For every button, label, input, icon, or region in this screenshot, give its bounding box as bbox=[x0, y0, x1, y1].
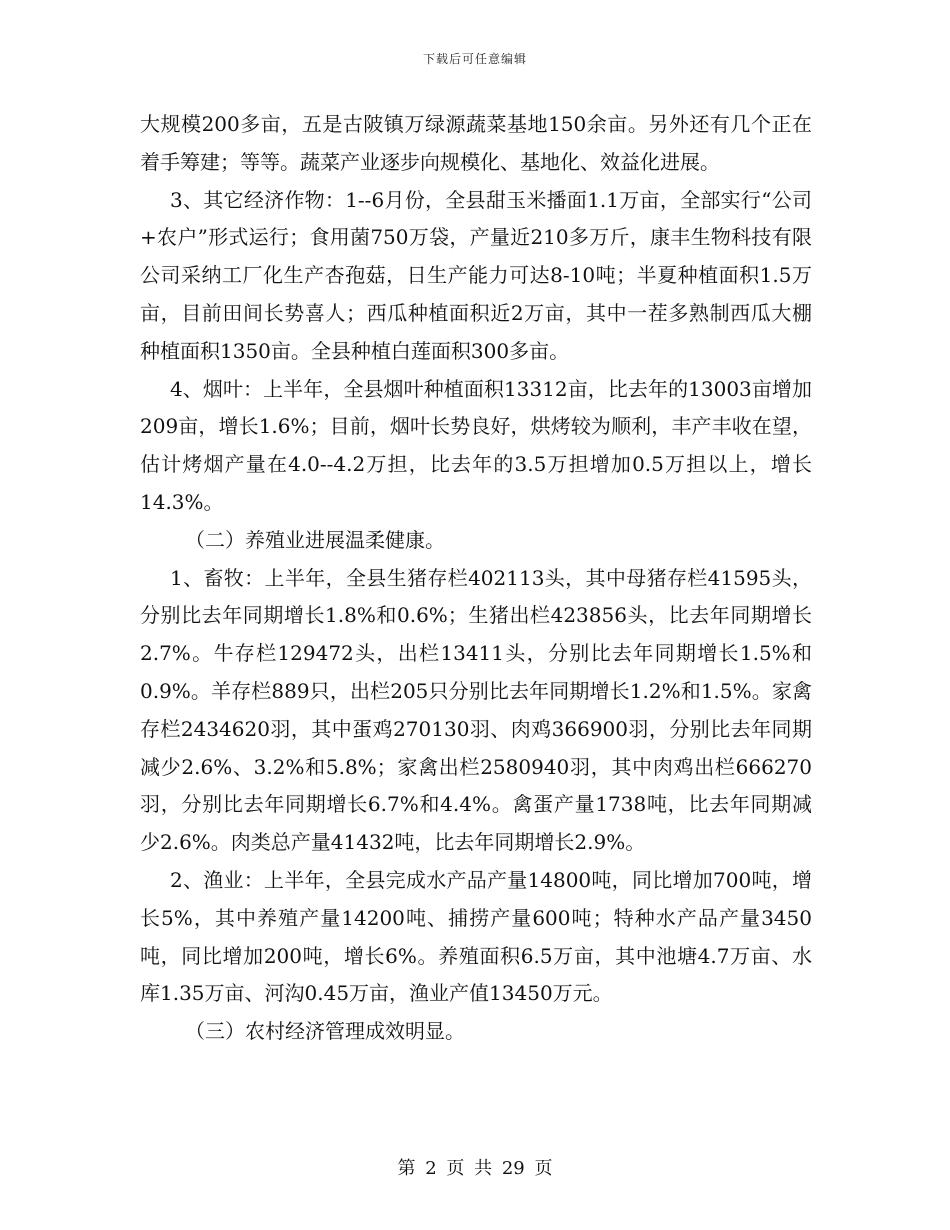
paragraph-animal-husbandry: 1、畜牧：上半年，全县生猪存栏402113头，其中母猪存栏41595头，分别比去年同期增长1.8%和0.6%；生猪出栏423856头，比去年同期增长2.7%。牛存栏129472头，出栏13411头，分别比去年同期增长1.5%和0.9%。羊存栏889只，出栏205只分别比去年同期增长1.2%和1.5%。家禽存栏2434620羽，其中蛋鸡270130羽、肉鸡366900羽，分别比去年同期减少2.6%、3.2%和5.8%；家禽出栏2580940羽，其中肉鸡出栏666270羽，分别比去年同期增长6.7%和4.4%。禽蛋产量1738吨，比去年同期减少2.6%。肉类总产量41432吨，比去年同期增长2.9%。 bbox=[140, 565, 812, 855]
document-body bbox=[140, 106, 812, 1051]
section-heading-rural-economy: （三）农村经济管理成效明显。 bbox=[185, 1019, 465, 1044]
paragraph-other-crops: 3、其它经济作物：1--6月份，全县甜玉米播面1.1万亩，全部实行“公司+农户”形式运行；食用菌750万袋，产量近210多万斤，康丰生物科技有限公司采纳工厂化生产杏孢菇，日生产能力可达8-10吨；半夏种植面积1.5万亩，目前田间长势喜人；西瓜种植面积近2万亩，其中一茬多熟制西瓜大棚种植面积1350亩。全县种植白莲面积300多亩。 bbox=[140, 187, 812, 363]
paragraph-fishery: 2、渔业：上半年，全县完成水产品产量14800吨，同比增加700吨，增长5%，其中养殖产量14200吨、捕捞产量600吨；特种水产品产量3450吨，同比增加200吨，增长6%。养殖面积6.5万亩，其中池塘4.7万亩、水库1.35万亩、河沟0.45万亩，渔业产值13450万元。 bbox=[140, 867, 812, 1006]
section-heading-livestock: （二）养殖业进展温柔健康。 bbox=[185, 527, 445, 552]
paragraph-continuation: 大规模200多亩，五是古陂镇万绿源蔬菜基地150余亩。另外还有几个正在着手筹建；等等。蔬菜产业逐步向规模化、基地化、效益化进展。 bbox=[140, 112, 812, 174]
page-header: 下载后可任意编辑 bbox=[422, 52, 527, 66]
paragraph-tobacco: 4、烟叶：上半年，全县烟叶种植面积13312亩，比去年的13003亩增加209亩，增长1.6%；目前，烟叶长势良好，烘烤较为顺利，丰产丰收在望，估计烤烟产量在4.0--4.2万担，比去年的3.5万担增加0.5万担以上，增长14.3%。 bbox=[140, 376, 812, 514]
page-footer: 第 2 页 共 29 页 bbox=[397, 1158, 553, 1179]
